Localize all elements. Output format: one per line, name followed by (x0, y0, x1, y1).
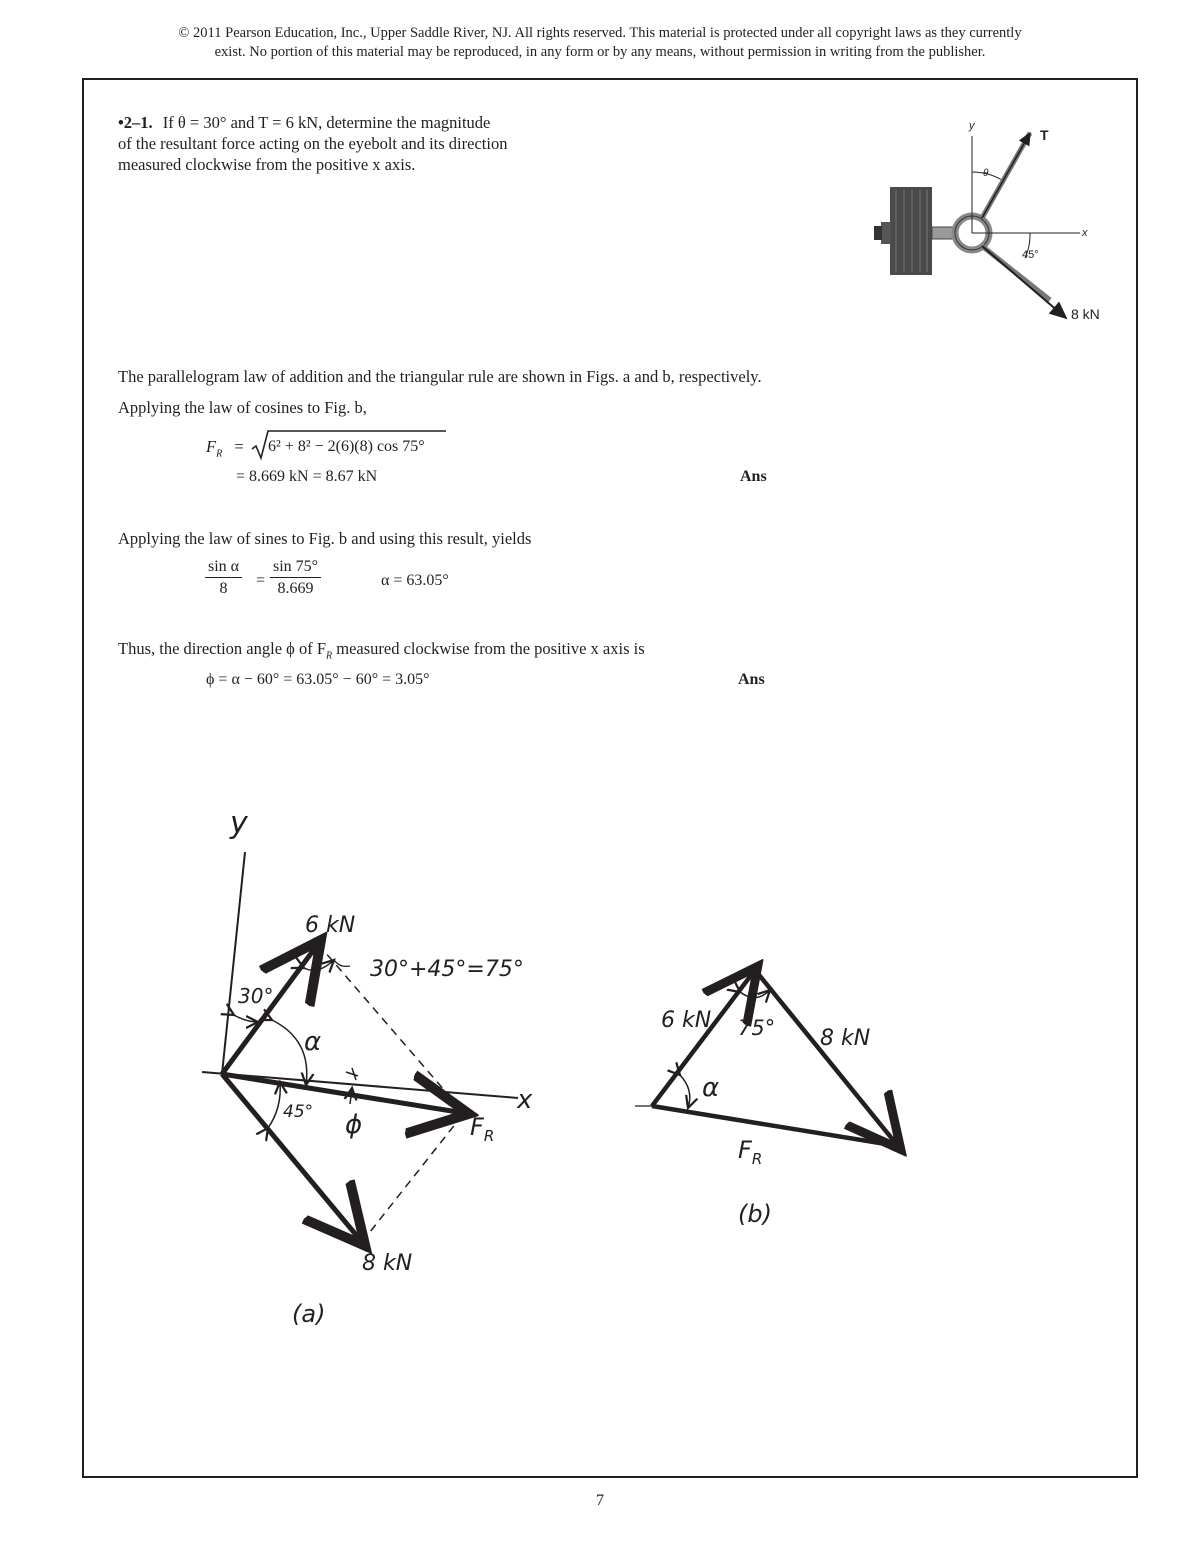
theta-label: θ (983, 168, 989, 179)
sketch-b-8kn-vector (755, 970, 898, 1146)
sines-intro: Applying the law of sines to Fig. b and using this result, yields (118, 529, 532, 548)
problem-text-1: If θ = 30° and T = 6 kN, determine the magnitude (162, 113, 491, 132)
sketch-a-dashed-2 (362, 1113, 464, 1242)
answer-1: Ans (740, 468, 767, 485)
sketch-b-resultant (652, 1106, 898, 1146)
fr-result: = 8.669 kN = 8.67 kN (236, 468, 378, 485)
sketch-b-8kn-label: 8 kN (820, 1026, 871, 1051)
fr-symbol: F (206, 437, 217, 456)
copyright-line-1: © 2011 Pearson Education, Inc., Upper Saddle River, NJ. All rights reserved. This material is protected under all copyright laws as they currently (178, 25, 1022, 41)
sketch-a-angle-sum: 30°+45°=75° (370, 957, 524, 982)
copyright-line-2: exist. No portion of this material may be reproduced, in any form or by any means, without permission in writing from the publisher. (214, 44, 986, 60)
force-8kn-label: 8 kN (1071, 306, 1100, 322)
sketch-a-8kn-vector (222, 1074, 362, 1242)
sketch-b-alpha: α (702, 1073, 720, 1103)
y-axis-label: y (969, 120, 975, 132)
x-axis-label: x (1082, 227, 1088, 239)
angle-45-label: 45° (1022, 249, 1039, 261)
sketch-a-6kn-label: 6 kN (305, 913, 356, 938)
frac1-numerator: sin α (205, 558, 242, 578)
fr-sqrt-content: 6² + 8² − 2(6)(8) cos 75° (268, 438, 425, 455)
answer-2: Ans (738, 671, 765, 688)
alpha-result: α = 63.05° (381, 572, 449, 589)
page-number: 7 (596, 1492, 604, 1509)
sketch-a-y-label: y (230, 806, 248, 841)
sketch-a (202, 806, 533, 1328)
sketch-b-caption: (b) (738, 1200, 772, 1228)
sketch-b-6kn-label: 6 kN (661, 1008, 712, 1033)
phi-result: ϕ = α − 60° = 63.05° − 60° = 3.05° (206, 671, 430, 688)
sketch-a-y-axis (222, 852, 245, 1074)
cosines-intro: Applying the law of cosines to Fig. b, (118, 398, 367, 417)
sketch-b (635, 970, 898, 1228)
problem-line-2: of the resultant force acting on the eyebolt and its direction (118, 134, 508, 153)
frac1-denominator: 8 (219, 580, 228, 597)
sketch-a-45-label: 45° (283, 1102, 314, 1122)
sketch-a-caption: (a) (292, 1300, 326, 1328)
frac-equals: = (256, 572, 266, 589)
sketch-a-phi: ϕ (345, 1110, 363, 1140)
sketch-a-x-label: x (517, 1085, 533, 1115)
fr-equals: = (234, 437, 244, 456)
sketch-a-30-label: 30° (238, 984, 274, 1008)
fr-subscript: R (216, 448, 223, 460)
thus-text-b: measured clockwise from the positive x axis is (332, 639, 645, 658)
problem-number: •2–1. (118, 113, 153, 132)
sketch-b-75-label: 75° (738, 1016, 776, 1040)
t-label: T (1040, 127, 1049, 143)
sketch-a-fr-label: $F_R$ (470, 1113, 495, 1145)
thus-subscript: R (326, 650, 333, 662)
thus-text-a: Thus, the direction angle ϕ of F (118, 639, 327, 658)
frac2-numerator: sin 75° (270, 558, 321, 578)
frac2-denominator: 8.669 (277, 580, 314, 597)
sketch-a-8kn-label: 8 kN (362, 1251, 413, 1276)
sketch-a-resultant (222, 1074, 464, 1113)
sketch-b-fr-label: $F_R$ (738, 1136, 763, 1168)
solution-intro: The parallelogram law of addition and the triangular rule are shown in Figs. a and b, respectively. (118, 367, 762, 386)
sketch-a-alpha: α (304, 1027, 322, 1057)
problem-line-3: measured clockwise from the positive x axis. (118, 155, 416, 174)
